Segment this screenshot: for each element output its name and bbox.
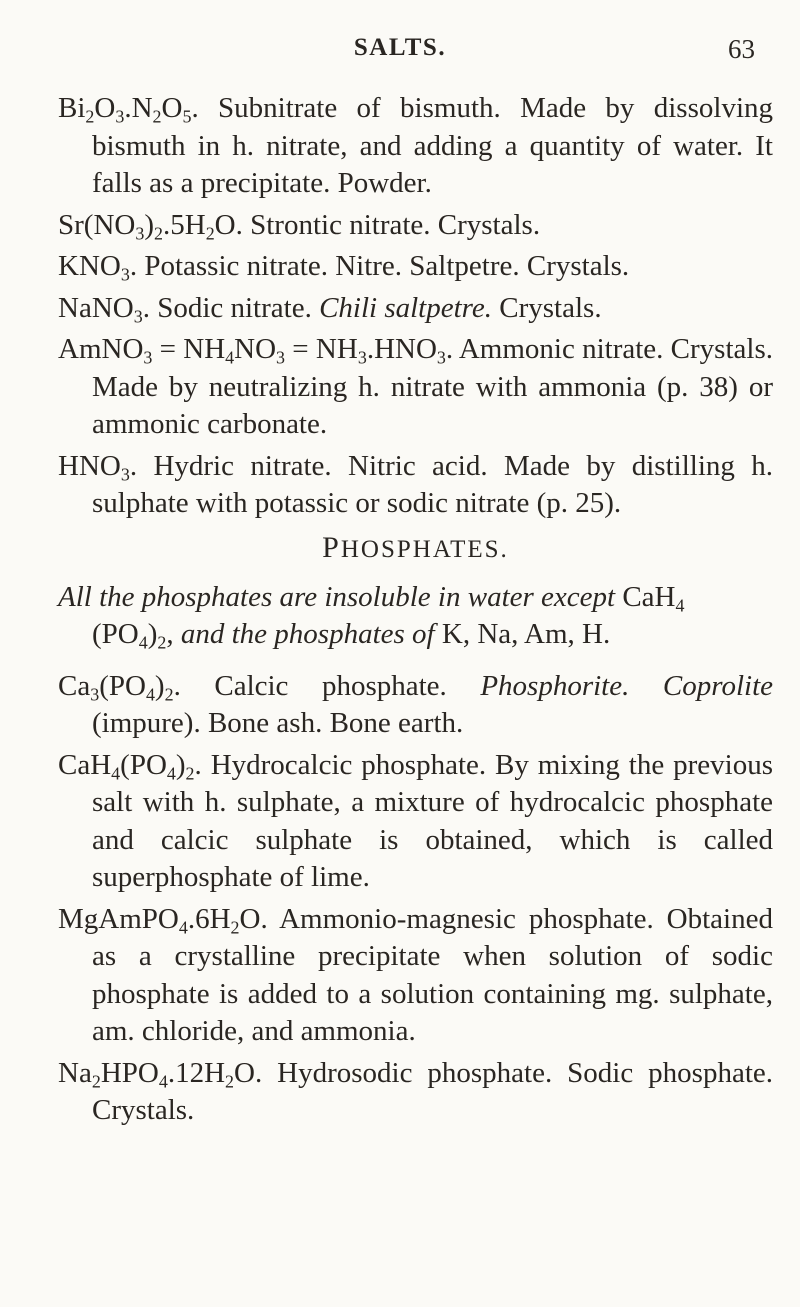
- phosphates-solubility-note: All the phosphates are insoluble in water except CaH$_4$ $(PO_4)_2$, and the phosphates of K, Na, Am, H.: [58, 580, 685, 653]
- salt-entry: [58, 747, 773, 897]
- salt-formula: $MgAmPO_4.6H_2O$.: [58, 902, 268, 937]
- salt-entry: [58, 90, 773, 203]
- salt-description: Hydrosodic phosphate. Sodic phosphate. Crystals.: [92, 1056, 773, 1126]
- page-body: [58, 90, 773, 1134]
- running-title: SALTS.: [353, 34, 447, 61]
- salt-entry: [58, 668, 773, 743]
- salt-entry: [58, 448, 773, 523]
- salt-entry: [58, 901, 773, 1051]
- nitrate-entries: [58, 90, 773, 523]
- section-heading-phosphates: [58, 531, 773, 565]
- salt-formula: $CaH_4(PO_4)_2$.: [58, 748, 202, 783]
- salt-description: Calcic phosphate. Phosphorite. Coprolite (impure). Bone ash. Bone earth.: [92, 669, 773, 739]
- salt-description: Ammonio-magnesic phosphate. Obtained as a crystalline precipitate when solution of sodic phosphate is added to a solution containing mg. sulphate, am. chloride, and ammonia.: [92, 902, 773, 1047]
- salt-description: Strontic nitrate. Crystals.: [250, 208, 541, 241]
- salt-description: Subnitrate of bismuth. Made by dissolving bismuth in h. nitrate, and adding a quantity of water. It falls as a precipitate. Powder.: [92, 92, 773, 199]
- page-number: 63: [728, 34, 755, 64]
- salt-formula: $Na_2HPO_4.12H_2O$.: [58, 1056, 263, 1091]
- salt-description: Sodic nitrate. Chili saltpetre. Crystals.: [157, 291, 602, 324]
- salt-entry: [58, 207, 773, 245]
- salt-entry: [58, 248, 773, 286]
- salt-description: Ammonic nitrate. Crystals. Made by neutralizing h. nitrate with ammonia (p. 38) or ammonic carbonate.: [92, 333, 773, 440]
- salt-entry: [58, 290, 773, 328]
- salt-formula: $HNO_3$.: [58, 449, 138, 484]
- salt-formula: $Sr(NO_3)_2.5H_2O$.: [58, 208, 243, 243]
- heading-rest: HOSPHATES.: [340, 535, 509, 563]
- salt-entry: [58, 331, 773, 444]
- phosphate-entries: [58, 668, 773, 1130]
- salt-formula: $Bi_2O_3.N_2O_5$.: [58, 92, 199, 127]
- salt-description: Potassic nitrate. Nitre. Saltpetre. Crystals.: [144, 250, 630, 282]
- salt-description: Hydric nitrate. Nitric acid. Made by distilling h. sulphate with potassic or sodic nitrate (p. 25).: [92, 449, 774, 519]
- salt-formula: AmNO$_3$ = $NH_4NO_3 = NH_3.HNO_3$.: [58, 333, 454, 368]
- salt-description: Hydrocalcic phosphate. By mixing the previous salt with h. sulphate, a mixture of hydrocalcic phosphate and calcic sulphate is obtained, which is called superphosphate of lime.: [92, 748, 774, 893]
- salt-entry: [58, 1055, 773, 1130]
- salt-formula: NaNO$_3$.: [58, 291, 150, 326]
- heading-capital: P: [322, 530, 341, 564]
- salt-formula: $KNO_3$.: [58, 250, 138, 285]
- salt-formula: $Ca_3(PO_4)_2$.: [58, 669, 181, 704]
